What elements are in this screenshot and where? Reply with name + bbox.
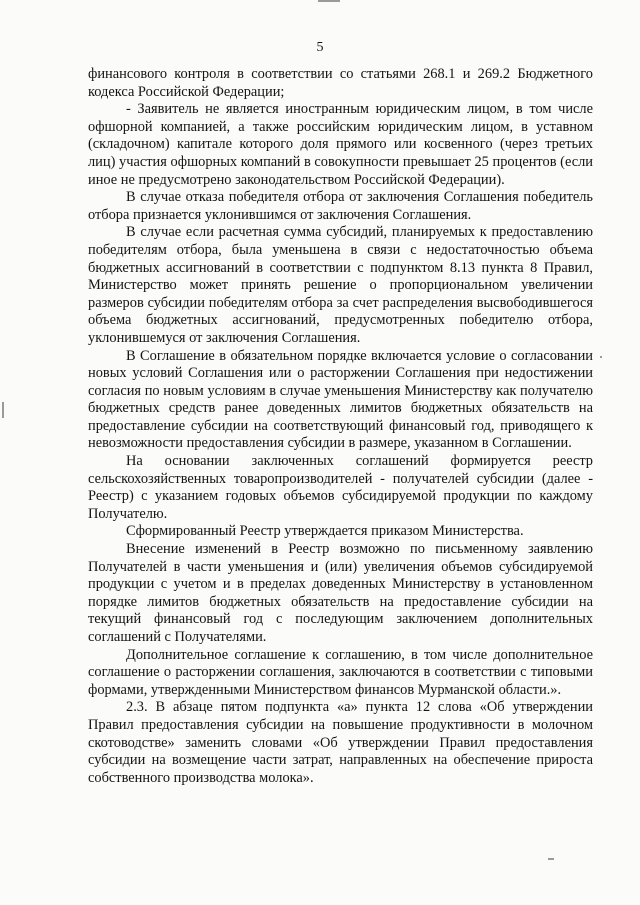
scan-mark-right: [600, 356, 602, 358]
paragraph-registry-changes: Внесение изменений в Реестр возможно по письменному заявлению Получателей в части уменьшения и (или) увеличения объемов субсидируемой продукции с учетом и в пределах доведенных Министерству в установленном порядке лимитов бюджетных обязательств на предоставление субсидии на текущий финансовый год с последующим заключением дополнительных соглашений с Получателями.: [88, 541, 593, 645]
paragraph-budget-control: финансового контроля в соответствии со статьями 268.1 и 269.2 Бюджетного кодекса Российской Федерации;: [88, 66, 593, 100]
paragraph-registry-formation: На основании заключенных соглашений формируется реестр сельскохозяйственных товаропроизводителей - получателей субсидии (далее - Реестр) с указанием годовых объемов субсидируемой продукции по каждому Получателю.: [88, 453, 593, 522]
paragraph-refusal: В случае отказа победителя отбора от заключения Соглашения победитель отбора признается уклонившимся от заключения Соглашения.: [88, 189, 593, 223]
paragraph-registry-approval: Сформированный Реестр утверждается приказом Министерства.: [126, 523, 524, 540]
page-number: 5: [316, 40, 324, 55]
scan-mark-top: [318, 0, 340, 2]
paragraph-additional-agreement: Дополнительное соглашение к соглашению, в том числе дополнительное соглашение о расторжении соглашения, заключаются в соответствии с типовыми формами, утвержденными Министерством финансов Мурманской области.».: [88, 646, 593, 698]
paragraph-amendment-2-3: 2.3. В абзаце пятом подпункта «а» пункта 12 слова «Об утверждении Правил предоставления субсидии на повышение продуктивности в молочном скотоводстве» заменить словами «Об утверждении Правил предоставления субсидии на возмещение части затрат, направленных на обеспечение прироста собственного производства молока».: [88, 699, 593, 786]
paragraph-subsidy-increase: В случае если расчетная сумма субсидий, планируемых к предоставлению победителям отбора, была уменьшена в связи с недостаточностью объема бюджетных ассигнований в соответствии с подпунктом 8.13 пункта 8 Правил, Министерство может принять решение о пропорциональном увеличении размеров субсидии победителям отбора за счет распределения высвободившегося объема бюджетных ассигнований, предусмотренных победителю отбора, уклонившемуся от заключения Соглашения.: [88, 224, 593, 346]
scan-mark-left: [2, 402, 4, 418]
scan-mark-bottom: [548, 858, 554, 860]
document-body: [88, 66, 593, 787]
paragraph-agreement-condition: В Соглашение в обязательном порядке включается условие о согласовании новых условий Соглашения или о расторжении Соглашения при недостижении согласия по новым условиям в случае уменьшения Министерству как получателю бюджетных средств ранее доведенных лимитов бюджетных обязательств на предоставление субсидии на соответствующий финансовый год, приводящего к невозможности предоставления субсидии в размере, указанном в Соглашении.: [88, 347, 593, 452]
paragraph-foreign-entity: - Заявитель не является иностранным юридическим лицом, в том числе офшорной компанией, а также российским юридическим лицом, в уставном (складочном) капитале которого доля прямого или косвенного (через третьих лиц) участия офшорных компаний в совокупности превышает 25 процентов (если иное не предусмотрено законодательством Российской Федерации).: [88, 101, 593, 188]
